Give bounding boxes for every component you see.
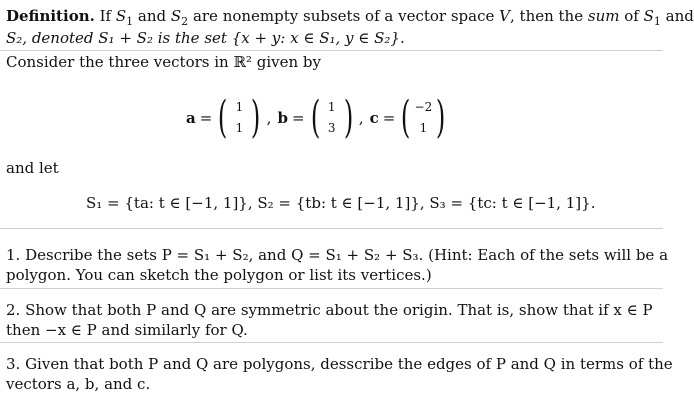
vector-a bbox=[231, 97, 247, 139]
and-let-text: and let bbox=[6, 159, 59, 177]
vector-a-bottom: 1 bbox=[235, 121, 244, 135]
sets-definition: S₁ = {ta: t ∈ [−1, 1]}, S₂ = {tb: t ∈ [−1, 1]}, S₃ = {tc: t ∈ [−1, 1]}. bbox=[86, 194, 596, 212]
divider bbox=[0, 228, 663, 229]
question-3-line-1: 3. Given that both P and Q are polygons, desscribe the edges of P and Q in terms of the bbox=[6, 355, 673, 373]
definition-line-1: Definition. If $S_1$ and $S_2$ are nonempty subsets of a vector space V, then the sum of $S_1$ and bbox=[6, 7, 694, 28]
consider-text: Consider the three vectors in ℝ² given by bbox=[6, 53, 321, 71]
question-2-line-2: then −x ∈ P and similarly for Q. bbox=[6, 321, 248, 339]
vector-a-top: 1 bbox=[235, 100, 244, 114]
question-1-line-1: 1. Describe the sets P = S₁ + S₂, and Q = S₁ + S₂ + S₃. (Hint: Each of the sets will be a bbox=[6, 246, 669, 264]
divider bbox=[0, 50, 663, 51]
vector-row: a = ( 1 1 ) , b = ( 1 3 ) , c = ( −2 1 ) bbox=[186, 92, 446, 143]
definition-line-2: S₂, denoted S₁ + S₂ is the set {x + y: x ∈ S₁, y ∈ S₂}. bbox=[6, 29, 405, 47]
question-1-line-2: polygon. You can sketch the polygon or list its vertices.) bbox=[6, 266, 432, 284]
definition-label: Definition. bbox=[6, 7, 95, 25]
vector-c-label: c bbox=[369, 109, 379, 127]
vector-c bbox=[415, 97, 433, 139]
vector-c-bottom: 1 bbox=[419, 121, 428, 135]
vector-b bbox=[324, 97, 340, 139]
vector-b-top: 1 bbox=[327, 100, 336, 114]
vector-c-top: −2 bbox=[414, 100, 433, 114]
vector-b-label: b bbox=[277, 109, 288, 127]
question-2-line-1: 2. Show that both P and Q are symmetric about the origin. That is, show that if x ∈ P bbox=[6, 301, 653, 319]
divider bbox=[0, 342, 663, 343]
vector-b-bottom: 3 bbox=[327, 121, 336, 135]
divider bbox=[0, 288, 663, 289]
question-3-line-2: vectors a, b, and c. bbox=[6, 375, 151, 393]
vector-a-label: a bbox=[186, 109, 196, 127]
